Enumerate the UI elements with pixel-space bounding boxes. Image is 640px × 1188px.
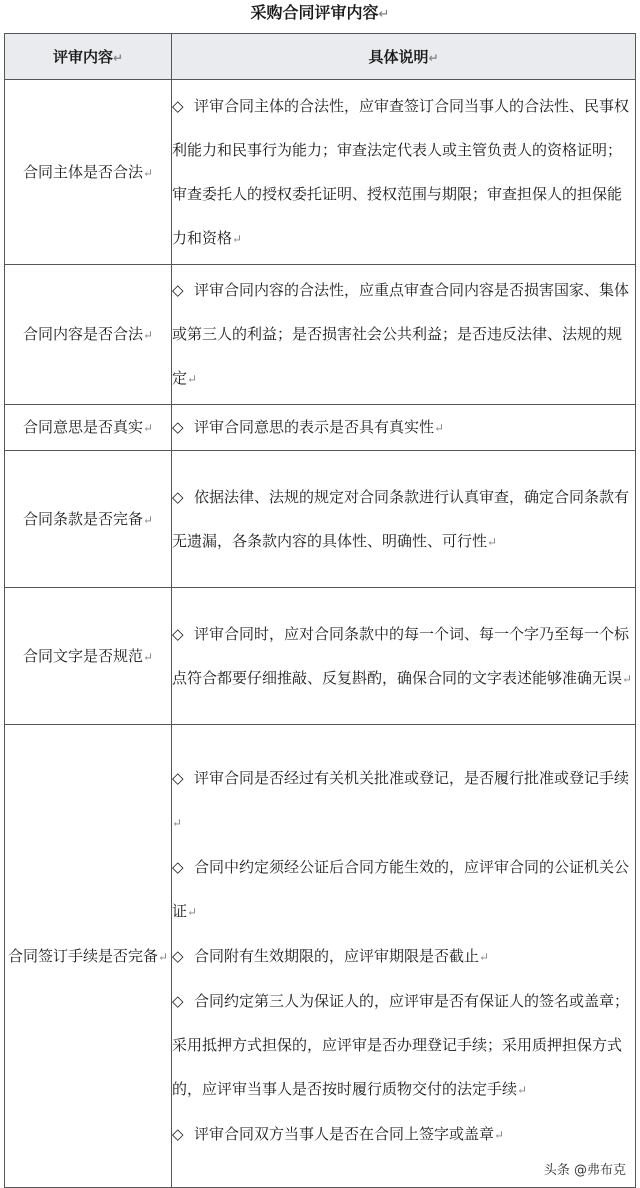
detail-text: 合同中约定须经公证后合同方能生效的，应评审合同的公证机关公证	[172, 857, 630, 920]
return-mark: ↵	[378, 7, 390, 22]
table-row	[5, 405, 636, 451]
detail-item: ◇ 评审合同是否经过有关机关批准或登记，是否履行批准或登记手续↵	[172, 756, 635, 845]
row-category: 合同内容是否合法↵	[5, 265, 172, 405]
header-detail: 具体说明↵	[172, 34, 636, 80]
detail-text: 依据法律、法规的规定对合同条款进行认真审查，确定合同条款有无遗漏，各条款内容的具体性、明确性、可行性	[172, 487, 630, 550]
detail-text: 合同附有生效期限的，应评审期限是否截止	[194, 946, 480, 965]
header-category: 评审内容↵	[5, 34, 172, 80]
row-category: 合同签订手续是否完备↵	[5, 725, 172, 1188]
row-detail	[172, 405, 636, 451]
row-detail	[172, 725, 636, 1188]
detail-item: ◇ 合同约定第三人为保证人的，应评审是否有保证人的签名或盖章；采用抵押方式担保的，应评审是否办理登记手续；采用质押担保方式的，应评审当事人是否按时履行质物交付的法定手续↵	[172, 979, 635, 1112]
detail-text: 评审合同是否经过有关机关批准或登记，是否履行批准或登记手续	[194, 768, 630, 787]
row-detail	[172, 451, 636, 588]
diamond-bullet-icon: ◇	[172, 281, 184, 299]
detail-text: 评审合同意思的表示是否具有真实性	[194, 418, 435, 436]
diamond-bullet-icon: ◇	[172, 96, 184, 115]
diamond-bullet-icon: ◇	[172, 946, 184, 965]
review-table	[4, 33, 636, 1188]
watermark: 头条 @弗布克	[540, 1158, 630, 1179]
row-category: 合同主体是否合法↵	[5, 80, 172, 265]
detail-item: ◇ 评审合同意思的表示是否具有真实性↵	[172, 405, 635, 450]
header-row	[5, 34, 636, 80]
detail-text: 评审合同内容的合法性，应重点审查合同内容是否损害国家、集体或第三人的利益；是否损害社会公共利益；是否违反法律、法规的规定	[172, 281, 630, 387]
detail-text: 评审合同时，应对合同条款中的每一个词、每一个字乃至每一个标点符合都要仔细推敲、反复斟酌，确保合同的文字表述能够准确无误	[172, 624, 630, 687]
detail-item: ◇ 评审合同内容的合法性，应重点审查合同内容是否损害国家、集体或第三人的利益；是否损害社会公共利益；是否违反法律、法规的规定↵	[172, 268, 635, 401]
detail-text: 评审合同双方当事人是否在合同上签字或盖章	[194, 1124, 495, 1143]
detail-item: ◇ 合同附有生效期限的，应评审期限是否截止↵	[172, 934, 635, 979]
detail-item: ◇ 评审合同时，应对合同条款中的每一个词、每一个字乃至每一个标点符合都要仔细推敲、反复斟酌，确保合同的文字表述能够准确无误↵	[172, 612, 635, 701]
diamond-bullet-icon: ◇	[172, 768, 184, 787]
detail-item: ◇ 评审合同双方当事人是否在合同上签字或盖章↵	[172, 1112, 635, 1157]
detail-item: ◇ 合同中约定须经公证后合同方能生效的，应评审合同的公证机关公证↵	[172, 845, 635, 934]
detail-text: 合同约定第三人为保证人的，应评审是否有保证人的签名或盖章；采用抵押方式担保的，应评审是否办理登记手续；采用质押担保方式的，应评审当事人是否按时履行质物交付的法定手续	[172, 991, 630, 1098]
row-detail	[172, 588, 636, 725]
detail-item: ◇ 评审合同主体的合法性，应审查签订合同当事人的合法性、民事权利能力和民事行为能力；审查法定代表人或主管负责人的资格证明；审查委托人的授权委托证明、授权范围与期限；审查担保人的担保能力和资格↵	[172, 84, 635, 261]
row-detail	[172, 80, 636, 265]
row-category: 合同文字是否规范↵	[5, 588, 172, 725]
diamond-bullet-icon: ◇	[172, 857, 184, 876]
row-detail	[172, 265, 636, 405]
diamond-bullet-icon: ◇	[172, 1124, 184, 1143]
diamond-bullet-icon: ◇	[172, 418, 184, 436]
title-text: 采购合同评审内容	[250, 3, 379, 22]
diamond-bullet-icon: ◇	[172, 624, 184, 643]
detail-item: ◇ 依据法律、法规的规定对合同条款进行认真审查，确定合同条款有无遗漏，各条款内容的具体性、明确性、可行性↵	[172, 475, 635, 564]
table-row	[5, 80, 636, 265]
diamond-bullet-icon: ◇	[172, 991, 184, 1010]
table-row	[5, 451, 636, 588]
table-row	[5, 588, 636, 725]
diamond-bullet-icon: ◇	[172, 487, 184, 506]
detail-text: 评审合同主体的合法性，应审查签订合同当事人的合法性、民事权利能力和民事行为能力；审查法定代表人或主管负责人的资格证明；审查委托人的授权委托证明、授权范围与期限；审查担保人的担保能力和资格	[172, 96, 630, 247]
table-row	[5, 725, 636, 1188]
document-title	[0, 0, 640, 30]
row-category: 合同条款是否完备↵	[5, 451, 172, 588]
row-category: 合同意思是否真实↵	[5, 405, 172, 451]
table-row	[5, 265, 636, 405]
